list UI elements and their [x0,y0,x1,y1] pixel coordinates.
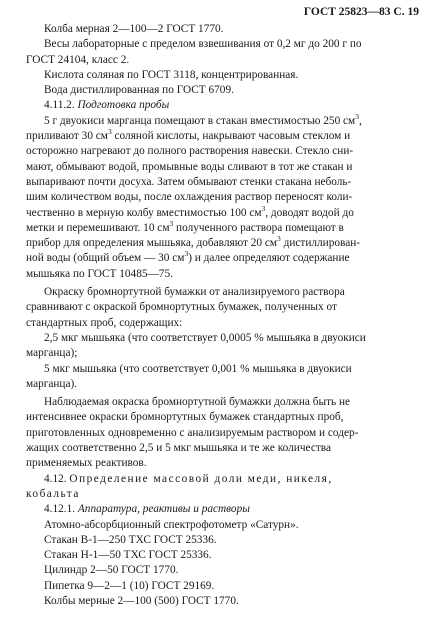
text-span: приливают 30 см [26,130,108,143]
superscript: 3 [169,219,174,229]
list-item: Стакан Н-1—50 ТХС ГОСТ 25336. [44,549,212,562]
text-line: Окраску бромнортутной бумажки от анализируемого раствора [44,286,345,299]
text-span: дистиллирован- [283,237,361,250]
list-item: Стакан В-1—250 ТХС ГОСТ 25336. [44,533,217,546]
text-line [26,203,424,221]
text-span: ) и далее определяют содержание [188,252,350,265]
text-line: ГОСТ 24104, класс 2. [26,53,130,66]
text-span: соляной кислоты, накрывают часовым стеклом и [114,130,351,143]
superscript: 3 [277,234,281,244]
superscript: 3 [107,127,112,137]
section-heading [26,472,424,487]
text-span: ной воды (общий объем — 30 см [26,252,185,265]
text-line: стандартных проб, содержащих: [26,316,183,329]
text-line: Наблюдаемая окраска бромнортутной бумажки должна быть не [44,396,351,409]
superscript: 3 [355,112,359,122]
text-line: Вода дистиллированная по ГОСТ 6709. [44,84,234,97]
text-span: чественно в мерную колбу вместимостью 100 см [26,206,262,219]
subsection-heading [26,98,424,113]
text-span: , [358,114,362,127]
list-item: Колбы мерные 2—100 (500) ГОСТ 1770. [44,594,239,607]
text-line [26,236,424,251]
text-span: прибор для определения мышьяка, добавляют 20 см [26,237,278,250]
subsection-title: Подготовка пробы [77,99,170,112]
text-span: , доводят водой до [265,206,354,219]
section-title: Определение массовой доли меди, никеля, [69,472,333,485]
text-line [26,129,424,144]
superscript: 3 [184,249,189,259]
text-line [26,251,424,266]
text-line: мышьяка по ГОСТ 10485—75. [26,267,173,280]
text-line: 5 мкг мышьяка (что соответствует 0,001 % мышьяка в двуокиси [44,362,352,375]
document-body [26,22,424,609]
subsection-number: 4.12.1. [44,503,76,516]
text-line: марганца); [26,347,78,360]
section-title-cont: кобальта [26,487,80,500]
superscript: 3 [261,203,266,213]
text-line [26,114,424,129]
text-line: сравнивают с окраской бромнортутных бумажек, полученных от [26,301,337,314]
list-item: Атомно-абсорбционный спектрофотометр «Сатурн». [44,518,299,531]
text-line: Кислота соляная по ГОСТ 3118, концентрированная. [44,68,299,81]
text-line: Колба мерная 2—100—2 ГОСТ 1770. [44,23,224,35]
subsection-heading [26,502,424,517]
section-number: 4.12. [44,472,67,485]
text-line: жащих соответственно 2,5 и 5 мкг мышьяка и те же количества [26,442,331,455]
page-header: ГОСТ 25823—83 С. 19 [303,6,419,18]
text-span: 5 г двуокиси марганца помещают в стакан вместимостью 250 см [44,114,356,127]
list-item: Цилиндр 2—50 ГОСТ 1770. [44,564,179,577]
text-line: 2,5 мкг мышьяка (что соответствует 0,0005 % мышьяка в двуокиси [44,331,366,344]
text-line: Весы лабораторные с пределом взвешивания от 0,2 мг до 200 г по [44,38,362,51]
text-line: марганца). [26,377,78,390]
text-span: полученного раствора помещают в [176,221,344,234]
text-line: приготовленных одновременно с анализируемым раствором и содер- [26,426,359,439]
text-span: метки и перемешивают. 10 см [26,221,170,234]
text-line [26,221,424,236]
text-line: мают, обмывают водой, промывные воды сливают в тот же стакан и [26,160,353,173]
list-item: Пипетка 9—2—1 (10) ГОСТ 29169. [44,579,215,592]
text-line: шим количеством воды, после охлаждения раствор переносят коли- [26,191,353,204]
subsection-title: Аппаратура, реактивы и растворы [77,503,250,516]
text-line: применяемых реактивов. [26,457,147,470]
text-line: осторожно нагревают до полного растворения навески. Стекло сни- [26,145,354,158]
text-line: выпаривают почти досуха. Затем обмывают стенки стакана неболь- [26,175,352,188]
text-line: интенсивнее окраски бромнортутных бумажек стандартных проб, [26,411,344,424]
subsection-number: 4.11.2. [44,99,75,112]
